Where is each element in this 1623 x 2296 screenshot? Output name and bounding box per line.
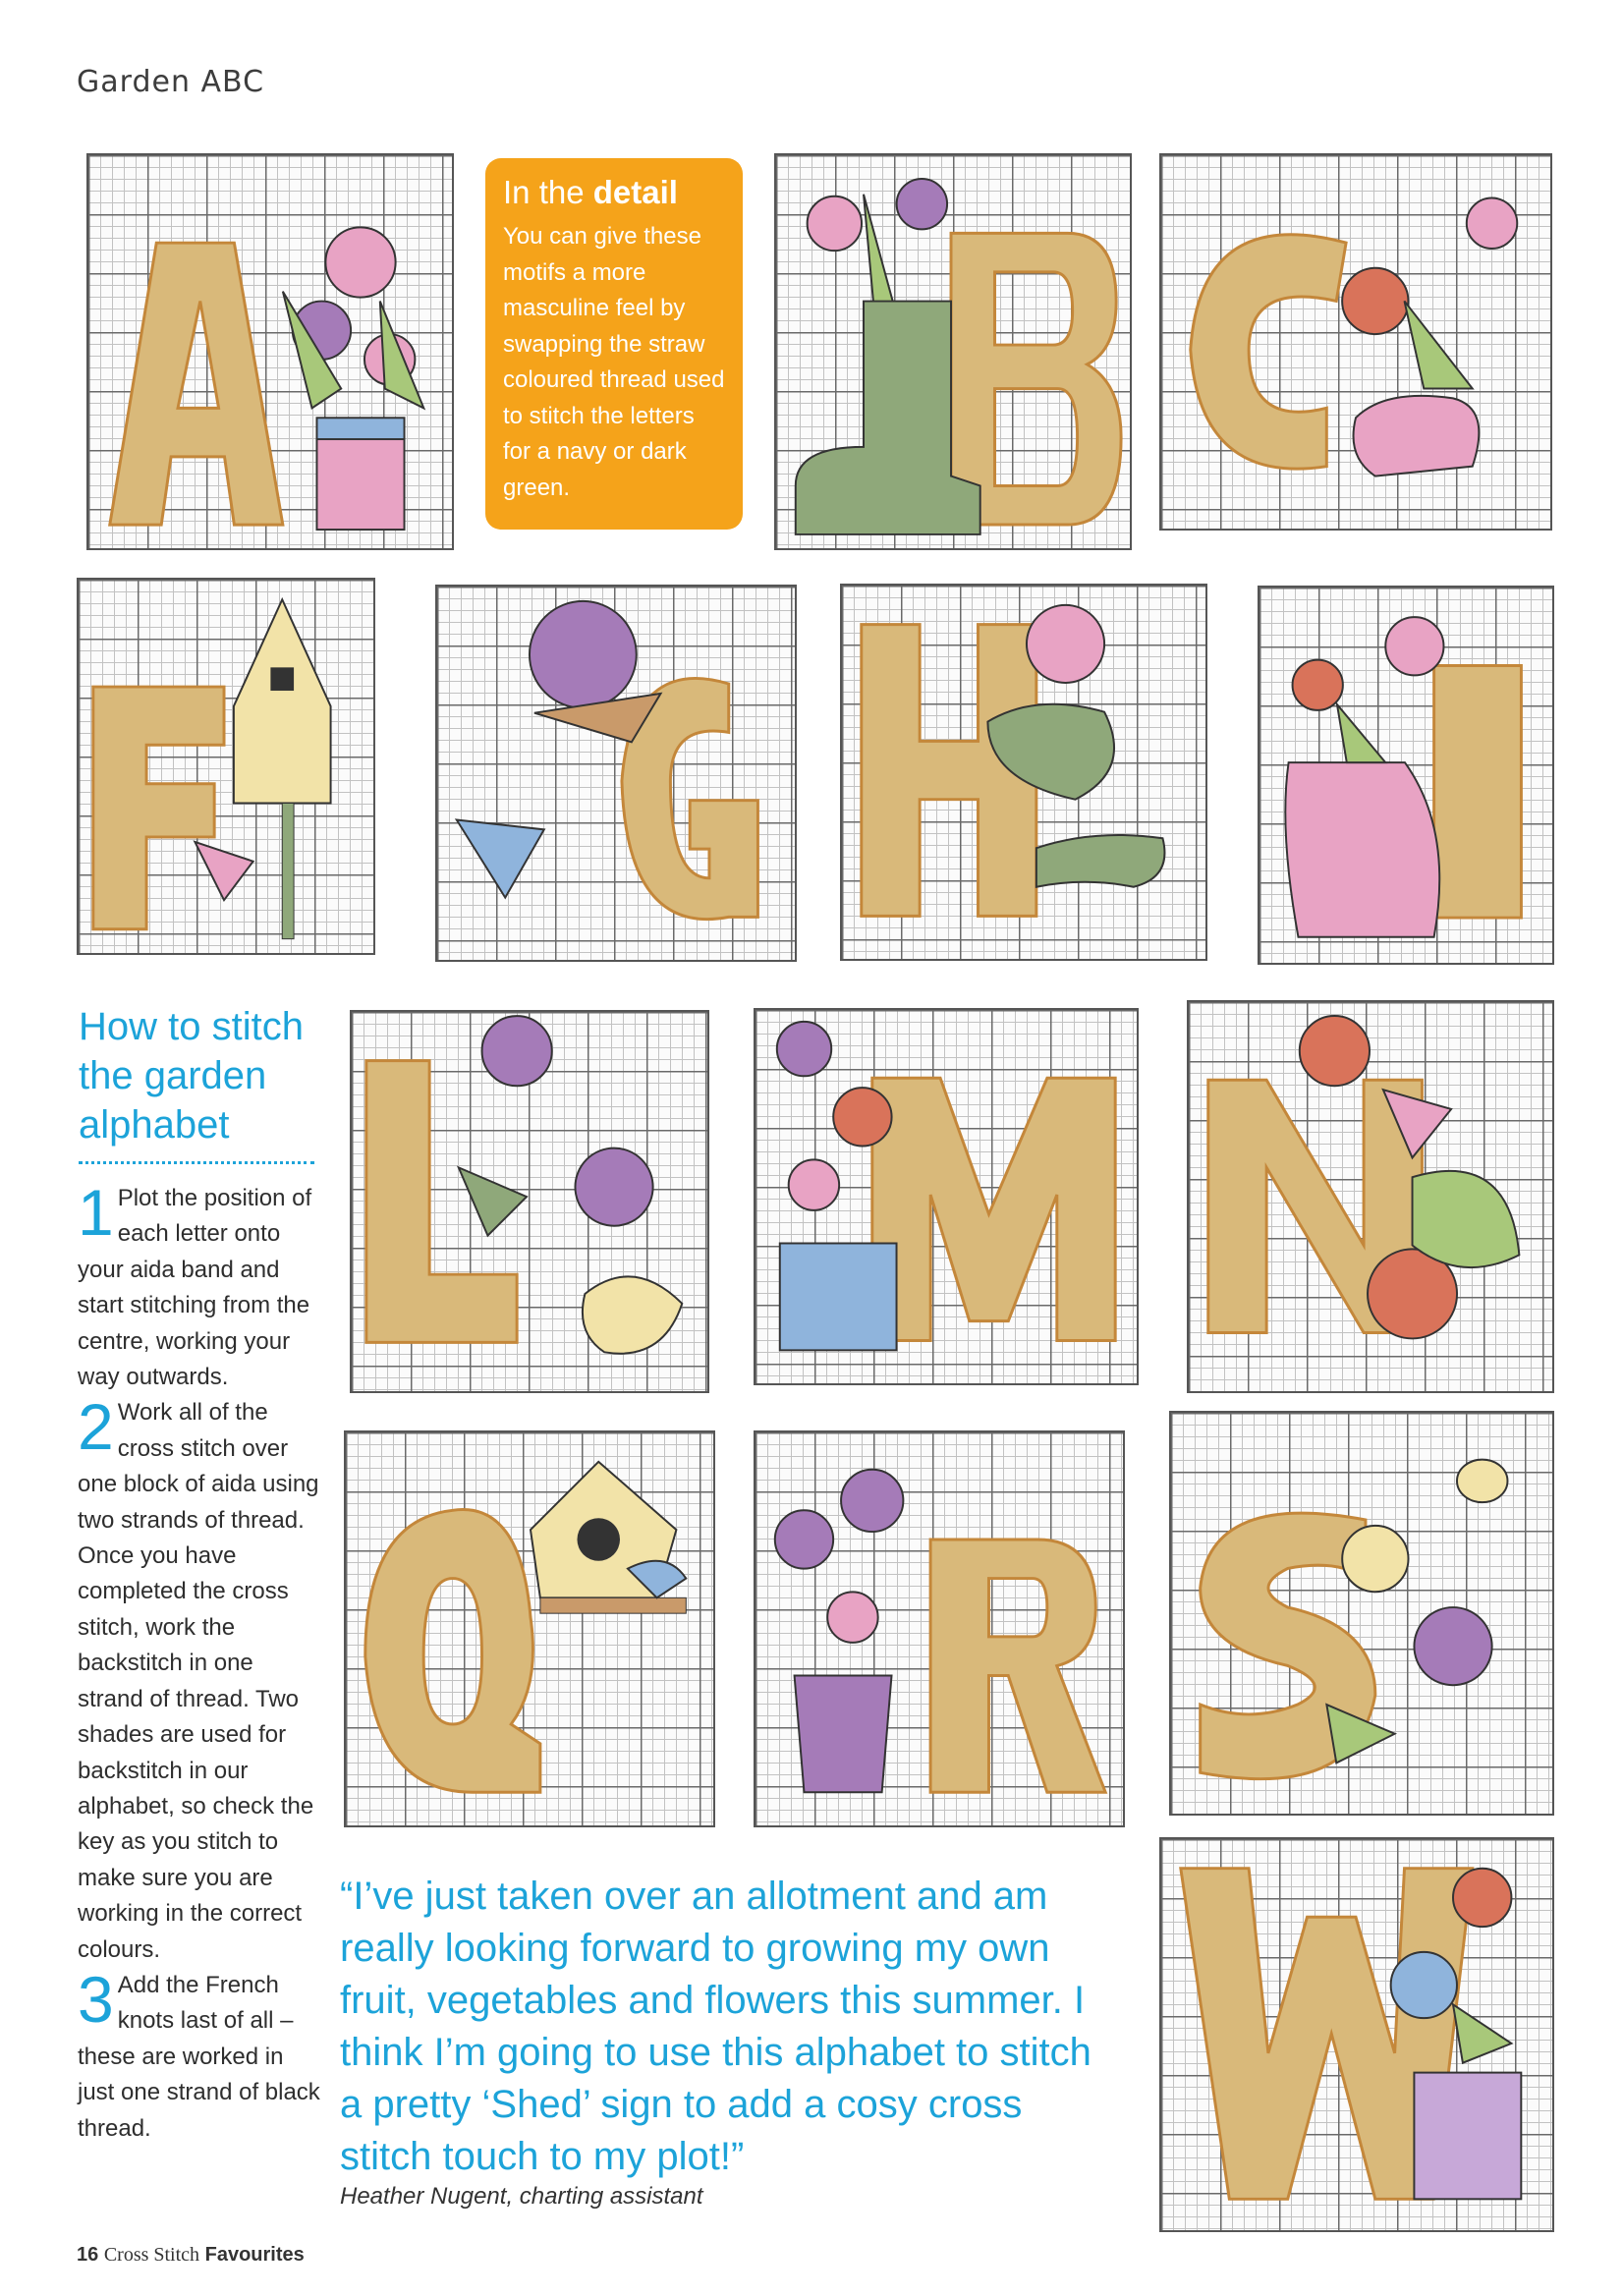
watering-jug [1285,762,1439,937]
chart-letter-f [77,578,375,955]
chart-letter-r [754,1430,1125,1827]
chart-b-motif [776,155,1130,548]
chart-g-motif [437,587,795,960]
howto-step [78,1390,323,1968]
chart-letter-s [1169,1411,1554,1816]
letter-m-shape [872,1078,1115,1340]
howto-divider [79,1161,314,1164]
chart-n-motif [1189,1002,1552,1391]
chart-letter-b [774,153,1132,550]
step-text: Work all of the cross stitch over one block of aida using two strands of thread. Once you have completed the cross stitch, work the backstitch in one strand of thread. Two shades are used for backstitch in our alphabet, so check the key as you stitch to make sure you are working in the correct colours. [78,1399,319,1963]
chart-w-motif [1161,1839,1552,2230]
letter-i-shape [1434,665,1522,918]
letter-c-shape [1191,235,1346,469]
step-number: 2 [78,1390,114,1464]
step-text: Add the French knots last of all – these are worked in just one strand of black thread. [78,1971,320,2142]
bee [1457,1460,1507,1503]
chart-r-motif [756,1432,1123,1825]
ladybird-top [1300,1016,1370,1086]
howto-step [78,1962,323,2147]
detail-tip-box [485,158,743,530]
birdhouse [234,599,331,803]
chart-letter-q [344,1430,715,1827]
howto-heading: How to stitch the garden alphabet [79,1005,304,1147]
chart-m-motif [756,1010,1137,1383]
chart-c-motif [1161,155,1550,529]
howto-steps [78,1176,323,2147]
step-number: 3 [78,1962,114,2036]
chart-l-motif [352,1012,707,1391]
flower-pot [316,437,404,530]
chart-letter-i [1258,586,1554,965]
chart-h-motif [842,586,1205,959]
quote-attribution: Heather Nugent, charting assistant [340,2183,703,2210]
flower-pot [780,1244,897,1351]
chart-s-motif [1171,1413,1552,1814]
letter-f-shape [93,687,224,929]
flower-pot [795,1675,892,1792]
page-number: 16 [77,2244,99,2266]
detail-body: You can give these motifs a more masculine feel by swapping the straw coloured thread used to stitch the letters for a navy or dark green. [503,223,725,501]
chart-letter-a [86,153,454,550]
chart-f-motif [79,580,373,953]
chart-letter-g [435,585,797,962]
page-footer [77,2244,305,2267]
magazine-name: Cross Stitch [103,2244,200,2266]
chart-letter-m [754,1008,1139,1385]
flower-pot [1414,2073,1521,2200]
step-text: Plot the position of each letter onto your aida band and start stitching from the centre, working your way outwards. [78,1185,312,1391]
chart-q-motif [346,1432,713,1825]
detail-title: In the detail [503,174,678,210]
magazine-name-bold: Favourites [204,2244,305,2266]
chart-a-motif [88,155,452,548]
teapot [1354,396,1480,476]
pull-quote: “I’ve just taken over an allotment and am really looking forward to growing my own fruit, vegetables and flowers this summer. I think I’m going to use this alphabet to stitch a pretty ‘Shed’ sign to add a cosy cross stitch touch to my plot!” [340,1875,1091,2178]
snail-shell [530,601,637,708]
chart-i-motif [1259,588,1552,963]
caterpillar [1036,835,1165,887]
howto-step [78,1176,323,1395]
section-title: Garden ABC [77,65,265,99]
chart-letter-l [350,1010,709,1393]
letter-r-shape [930,1540,1105,1792]
chart-letter-w [1159,1837,1554,2232]
letter-a-shape [110,243,283,525]
chart-letter-h [840,584,1207,961]
letter-b-shape [951,233,1121,525]
letter-q-shape [365,1510,540,1793]
ladybird-shape [583,1276,682,1353]
chart-letter-n [1187,1000,1554,1393]
step-number: 1 [78,1176,114,1249]
chart-letter-c [1159,153,1552,531]
